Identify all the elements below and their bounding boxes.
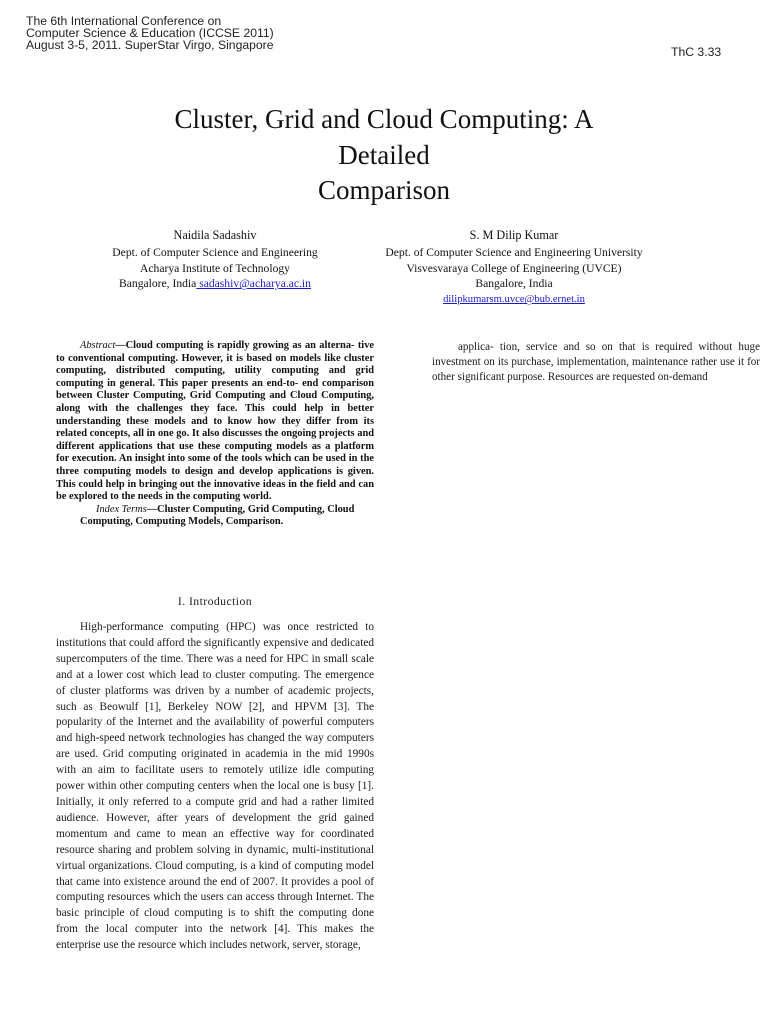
session-code: ThC 3.33 <box>671 45 722 59</box>
title-line-1: Cluster, Grid and Cloud Computing: A <box>174 104 594 134</box>
author-institution: Visvesvaraya College of Engineering (UVCE) <box>406 261 622 275</box>
conference-line-3: August 3-5, 2011. SuperStar Virgo, Singapore <box>26 38 274 52</box>
introduction-body <box>56 620 374 954</box>
author-email-link[interactable]: dilipkumarsm.uvce@bub.ernet.in <box>443 294 585 306</box>
author-institution: Acharya Institute of Technology <box>140 261 290 275</box>
paper-title <box>100 102 668 209</box>
right-column <box>432 340 760 386</box>
index-terms-text-2: Computing, Computing Models, Comparison. <box>80 516 284 528</box>
title-line-3: Comparison <box>318 175 450 205</box>
author-name: Naidila Sadashiv <box>173 228 257 242</box>
author-name: S. M Dilip Kumar <box>469 228 559 242</box>
author-location-line <box>80 276 350 292</box>
conference-info <box>26 15 274 51</box>
abstract-text: —Cloud computing is rapidly growing as an alterna- tive to conventional computing. However, it is based on models like cluster computing, distributed computing, utility computing and grid computing in general. This paper presents an end-to- end comparison between Cluster Computing, Grid Computing and Cloud Computing, along with the challenges they face. This could help in better understanding these models and to know how they differ from its related concepts, all in one go. It also discusses the ongoing projects and different applications that use these computing models as a platform for execution. An insight into some of the tools which can be used in the three computing models to design and develop applications is given. This could help in bringing out the innovative ideas in the field and can be explored to the needs in the computing world. <box>56 340 374 503</box>
title-line-2: Detailed <box>338 139 430 170</box>
author-email-link[interactable]: sadashiv@acharya.ac.in <box>196 277 311 291</box>
index-terms-text-1: —Cluster Computing, Grid Computing, Cloud <box>146 503 355 515</box>
author-location: Bangalore, India <box>119 277 197 291</box>
index-terms <box>56 504 374 517</box>
author-dept: Dept. of Computer Science and Engineering University <box>385 245 643 259</box>
section-heading: I. Introduction <box>177 594 253 608</box>
conference-line-2: Computer Science & Education (ICCSE 2011) <box>26 26 274 40</box>
abstract-paragraph <box>56 340 374 504</box>
index-terms-label: Index Terms <box>96 503 147 515</box>
abstract-label: Abstract <box>80 340 116 351</box>
right-column-paragraph: applica- tion, service and so on that is required without huge investment on its purchase, implementation, maintenance rather use it for other significant purpose. Resources are requested on-demand <box>432 341 760 384</box>
conference-line-1: The 6th International Conference on <box>26 14 222 28</box>
author-block-1 <box>80 228 350 292</box>
author-block-2 <box>365 228 663 308</box>
abstract-section <box>56 340 374 529</box>
author-dept: Dept. of Computer Science and Engineering <box>112 245 318 259</box>
author-location: Bangalore, India <box>475 277 553 291</box>
introduction-paragraph: High-performance computing (HPC) was once restricted to institutions that could afford the significantly expensive and dedicated supercomputers of the time. There was a need for HPC in small scale and at a lower cost which lead to cluster computing. The emergence of cluster platforms was driven by a number of academic projects, such as Beowulf [1], Berkeley NOW [2], and HPVM [3]. The popularity of the Internet and the availability of powerful computers and high-speed network technologies has changed the way computers are used. Grid computing originated in academia in the mid 1990s with an aim to facilitate users to remotely utilize idle computing power within other computing centers when the local one is busy [1]. Initially, it only referred to a compute grid and had a rather limited audience. However, after years of development the grid gained momentum and came to mean an effective way for coordinated resource sharing and problem solving in dynamic, multi-institutional virtual organizations. Cloud computing, is a kind of computing model that came into existence around the end of 2007. It provides a pool of computing resources which the users can access through Internet. The basic principle of cloud computing is to shift the computing done from the local computer into the network [4]. This makes the enterprise use the resource which includes network, server, storage, <box>56 621 374 952</box>
